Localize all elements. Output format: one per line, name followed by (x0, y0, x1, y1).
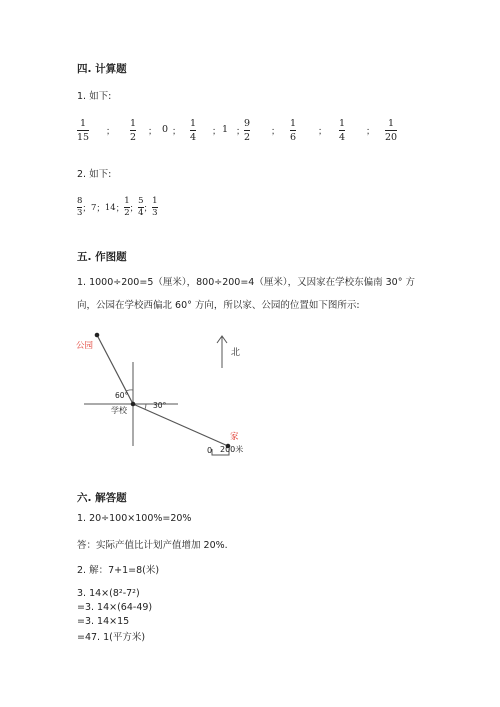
separator: ； (96, 203, 105, 214)
separator: ； (106, 127, 116, 137)
numerator: 1 (80, 118, 87, 129)
value: 7 (90, 202, 97, 213)
section4-title: 四. 计算题 (77, 63, 127, 75)
school-label: 学校 (111, 406, 127, 415)
denominator: 4 (339, 132, 346, 143)
denominator: 6 (290, 132, 297, 143)
separator: ； (212, 127, 222, 137)
separator: ； (271, 127, 281, 137)
north-label: 北 (231, 348, 241, 358)
q2-line1: 2. 解：7+1=8(米) (77, 565, 160, 576)
numerator: 9 (244, 118, 251, 129)
fraction: $\frac{5}{4}$ (138, 196, 144, 218)
separator: ； (82, 203, 91, 214)
separator: ； (318, 127, 328, 137)
park-point (95, 333, 100, 338)
value: 1 (222, 124, 229, 135)
home-line (133, 404, 228, 446)
value: 14 (104, 202, 116, 213)
denominator: 4 (190, 132, 197, 143)
angle-30-label: 30° (153, 401, 167, 410)
separator: ； (129, 203, 139, 214)
denominator: 20 (385, 132, 398, 143)
denominator: 15 (77, 132, 90, 143)
scale-label: 200米 (220, 445, 244, 454)
scale-zero-label: 0 (207, 446, 213, 455)
park-label: 公园 (76, 341, 94, 351)
fraction: $\frac{1}{2}$ (124, 196, 130, 218)
item1-label: 1. 如下: (77, 91, 112, 102)
separator: ； (172, 127, 182, 137)
fraction: $\frac{1}{3}$ (152, 196, 158, 218)
separator: ； (366, 127, 376, 137)
q1-line1: 1. 20÷100×100%=20% (77, 513, 192, 524)
separator: ； (148, 127, 158, 137)
section5-line1: 1. 1000÷200=5（厘米），800÷200=4（厘米），又因家在学校东偏南 30° 方 (77, 277, 415, 288)
section5-title: 五. 作图题 (77, 251, 127, 263)
school-point (131, 402, 136, 407)
value: 0 (162, 124, 169, 135)
denominator: 2 (244, 132, 251, 143)
numerator: 1 (388, 118, 395, 129)
numerator: 1 (190, 118, 197, 129)
item2-label: 2. 如下: (77, 169, 112, 180)
section5-line2: 向，公园在学校西偏北 60° 方向，所以家、公园的位置如下图所示: (77, 300, 360, 311)
q3-line2: =3. 14×(64-49) (77, 602, 153, 613)
numerator: 1 (130, 118, 137, 129)
separator: ； (143, 203, 153, 214)
home-label: 家 (230, 432, 239, 442)
fraction: $\frac{8}{3}$ (77, 196, 83, 218)
q3-line4: =47. 1(平方米) (77, 632, 146, 643)
numerator: 1 (339, 118, 346, 129)
separator: ； (236, 127, 246, 137)
angle-30-arc (145, 404, 146, 409)
q1-line2: 答：实际产值比计划产值增加 20%. (77, 540, 228, 551)
separator: ； (115, 203, 125, 214)
q3-line3: =3. 14×15 (77, 616, 130, 627)
numerator: 1 (290, 118, 297, 129)
q3-line1: 3. 14×(8²-7²) (77, 588, 140, 599)
section6-title: 六. 解答题 (77, 492, 127, 504)
denominator: 2 (130, 132, 137, 143)
angle-60-label: 60° (115, 391, 129, 400)
